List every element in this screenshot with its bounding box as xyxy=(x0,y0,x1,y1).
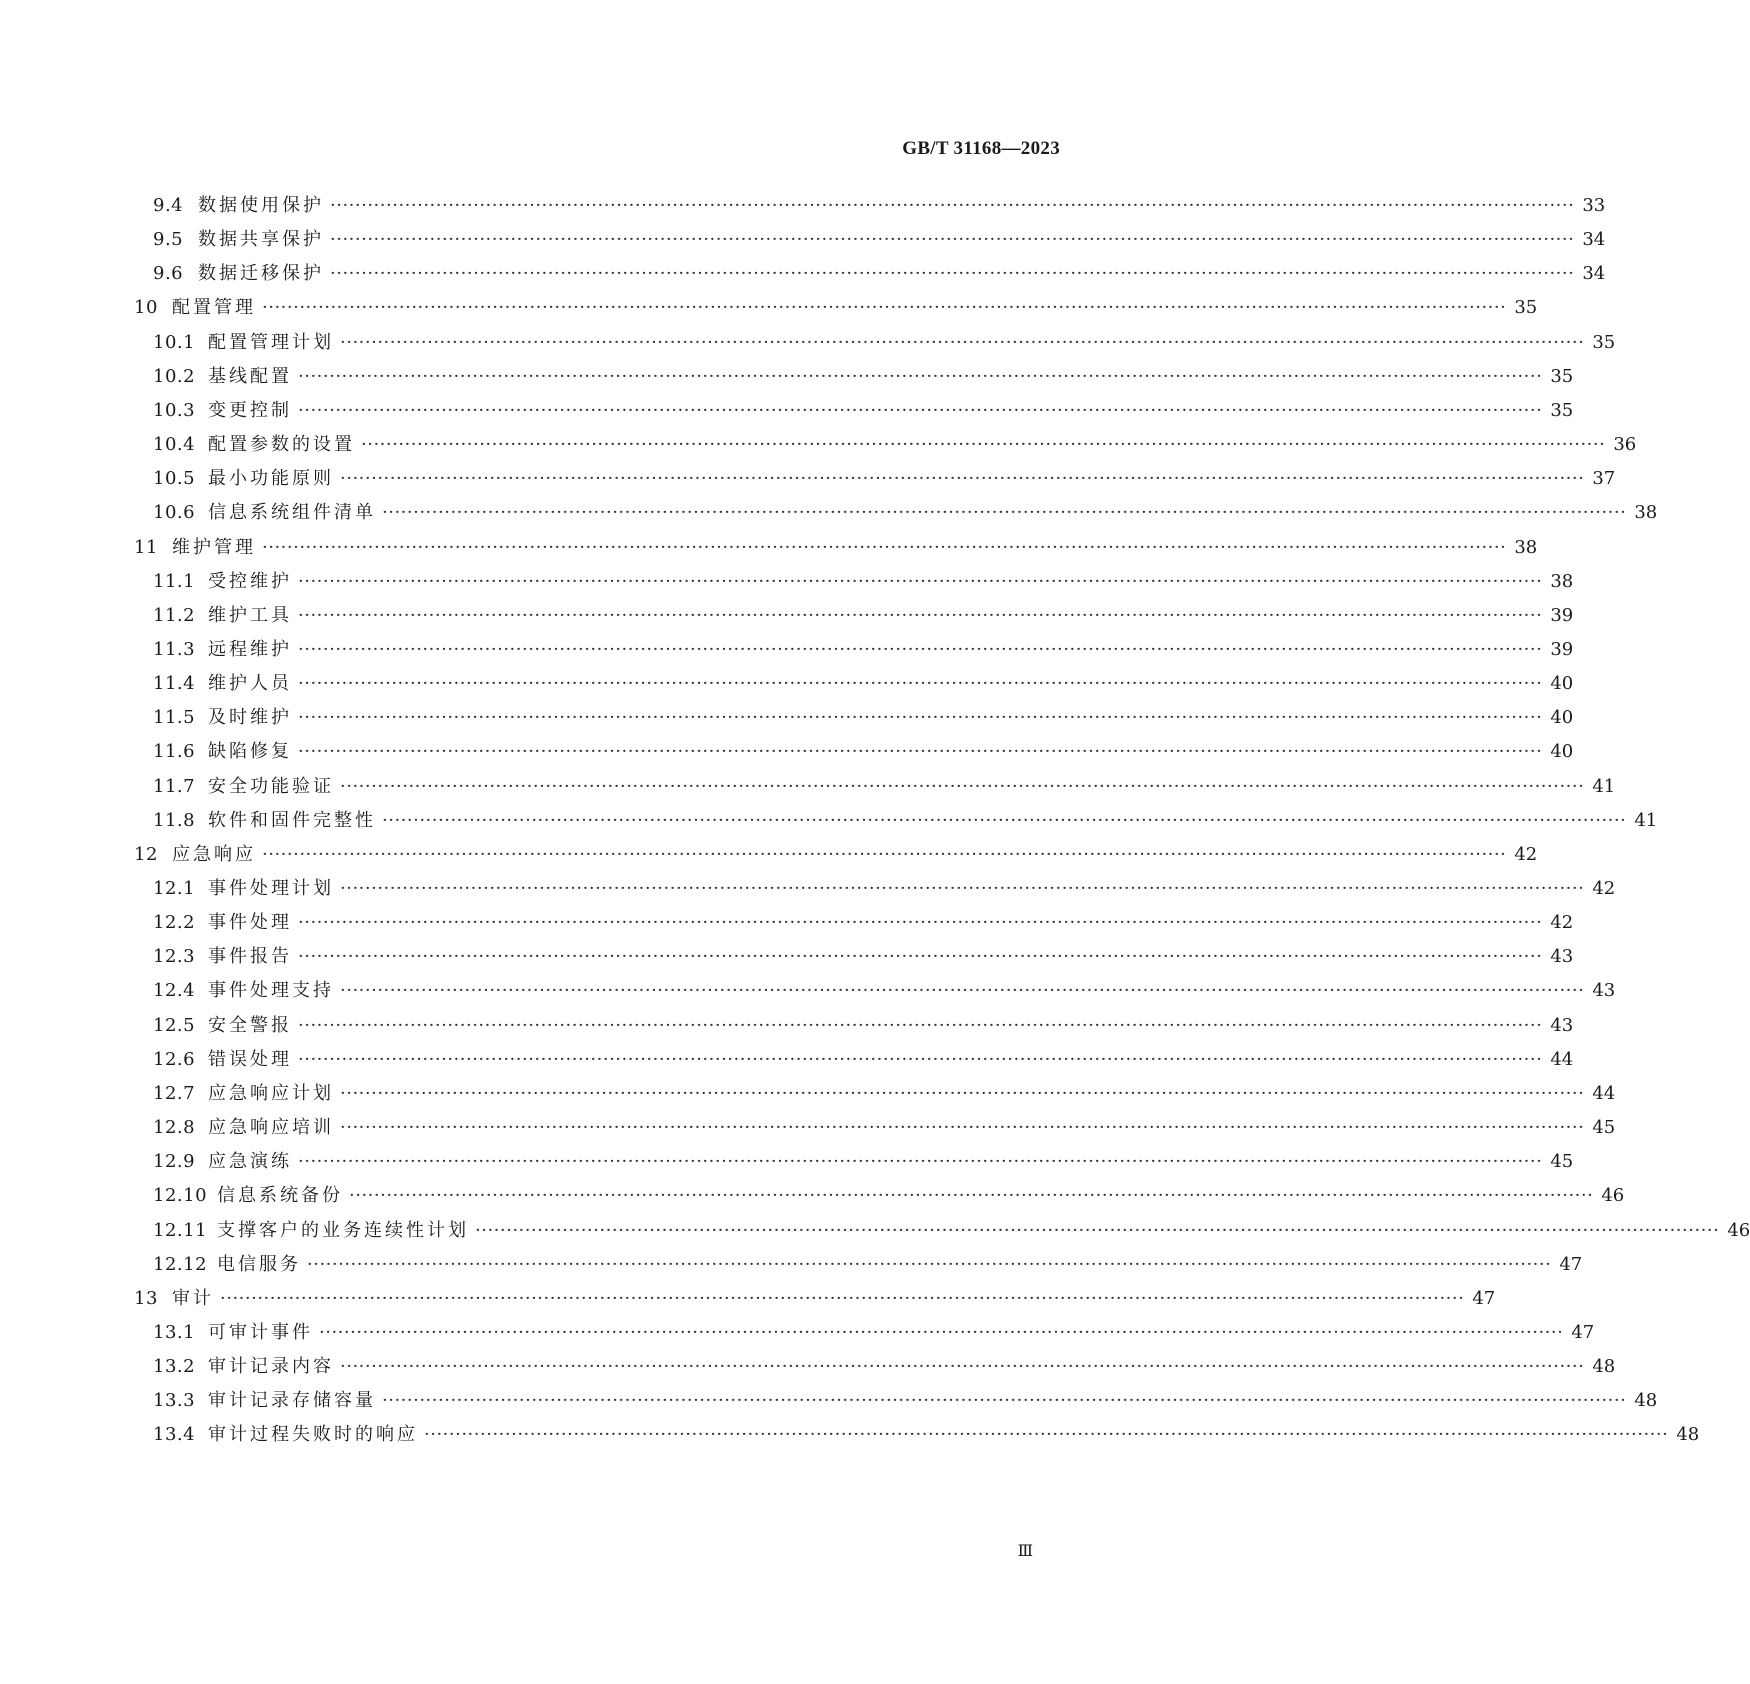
toc-entry-title: 安全警报 xyxy=(208,1014,292,1036)
toc-entry-page: 42 xyxy=(1550,912,1574,934)
toc-entry-title: 配置参数的设置 xyxy=(208,434,355,456)
toc-leader-dots: ········································································································································································································ xyxy=(298,365,1543,387)
toc-leader-dots: ········································································································································································································ xyxy=(475,1219,1720,1241)
toc-entry-title: 审计 xyxy=(172,1287,214,1309)
toc-entry[interactable] xyxy=(0,1386,1658,1416)
page-number: Ⅲ xyxy=(1017,1541,1033,1560)
toc-entry[interactable] xyxy=(0,1181,1625,1211)
toc-entry-page: 47 xyxy=(1571,1321,1595,1343)
toc-entry[interactable] xyxy=(0,806,1658,836)
toc-entry-title: 维护管理 xyxy=(172,536,256,558)
toc-entry-title: 电信服务 xyxy=(217,1253,301,1275)
toc-entry-title: 审计记录存储容量 xyxy=(208,1390,376,1412)
toc-entry[interactable] xyxy=(0,840,1538,870)
toc-entry-number: 12.5 xyxy=(153,1014,196,1036)
toc-entry-number: 13 xyxy=(134,1287,158,1309)
toc-entry-number: 10.2 xyxy=(153,365,196,387)
toc-entry[interactable] xyxy=(0,225,1606,255)
toc-entry-page: 36 xyxy=(1613,434,1637,456)
toc-entry-page: 35 xyxy=(1592,331,1616,353)
toc-entry-title: 基线配置 xyxy=(208,365,292,387)
toc-entry-number: 12.3 xyxy=(153,946,196,968)
toc-entry[interactable] xyxy=(0,703,1574,733)
toc-entry-title: 应急响应培训 xyxy=(208,1117,334,1139)
toc-entry-title: 维护工具 xyxy=(208,604,292,626)
toc-leader-dots: ········································································································································································································ xyxy=(262,536,1507,558)
toc-entry[interactable] xyxy=(0,498,1658,528)
toc-entry-number: 12.12 xyxy=(153,1253,208,1275)
toc-entry[interactable] xyxy=(0,669,1574,699)
toc-entry-page: 40 xyxy=(1550,707,1574,729)
toc-entry-title: 事件处理计划 xyxy=(208,878,334,899)
toc-leader-dots: ········································································································································································································ xyxy=(298,673,1543,695)
toc-entry-title: 支撑客户的业务连续性计划 xyxy=(217,1219,469,1241)
toc-leader-dots: ········································································································································································································ xyxy=(382,502,1627,524)
toc-entry-title: 信息系统组件清单 xyxy=(208,502,376,524)
toc-entry-page: 35 xyxy=(1514,297,1538,319)
toc-entry-number: 12.1 xyxy=(153,878,196,899)
toc-leader-dots: ········································································································································································································ xyxy=(340,980,1585,1002)
toc-leader-dots: ········································································································································································································ xyxy=(319,1321,1564,1343)
toc-entry-page: 38 xyxy=(1550,570,1574,592)
toc-entry[interactable] xyxy=(0,908,1574,938)
toc-entry-page: 43 xyxy=(1550,946,1574,968)
toc-entry[interactable] xyxy=(0,328,1616,358)
toc-leader-dots: ········································································································································································································ xyxy=(298,946,1543,968)
toc-entry-title: 应急响应计划 xyxy=(208,1082,334,1104)
toc-entry[interactable] xyxy=(0,533,1538,563)
toc-entry-number: 13.4 xyxy=(153,1424,196,1446)
toc-entry-number: 11 xyxy=(134,536,158,558)
toc-entry-number: 11.8 xyxy=(153,809,196,831)
toc-entry-number: 10.6 xyxy=(153,502,196,524)
toc-entry-page: 46 xyxy=(1727,1219,1750,1241)
toc-leader-dots: ········································································································································································································ xyxy=(298,1151,1543,1173)
toc-leader-dots: ········································································································································································································ xyxy=(262,297,1507,319)
toc-entry-number: 13.3 xyxy=(153,1390,196,1412)
toc-entry-title: 可审计事件 xyxy=(208,1321,313,1343)
toc-leader-dots: ········································································································································································································ xyxy=(340,1117,1585,1139)
toc-entry-number: 11.2 xyxy=(153,604,196,626)
toc-entry-title: 信息系统备份 xyxy=(217,1185,343,1207)
toc-leader-dots: ········································································································································································································ xyxy=(330,195,1575,216)
toc-entry[interactable] xyxy=(0,1284,1496,1314)
toc-entry-page: 35 xyxy=(1550,365,1574,387)
toc-leader-dots: ········································································································································································································ xyxy=(361,434,1606,456)
toc-entry-title: 配置管理 xyxy=(172,297,256,319)
toc-leader-dots: ········································································································································································································ xyxy=(298,399,1543,421)
toc-entry-page: 40 xyxy=(1550,673,1574,695)
toc-entry-page: 34 xyxy=(1582,229,1606,251)
toc-entry-page: 47 xyxy=(1559,1253,1583,1275)
toc-entry-page: 41 xyxy=(1634,809,1658,831)
toc-entry-title: 审计记录内容 xyxy=(208,1356,334,1378)
toc-entry[interactable] xyxy=(0,1250,1583,1280)
toc-entry[interactable] xyxy=(0,601,1574,631)
toc-leader-dots: ········································································································································································································ xyxy=(424,1424,1669,1446)
toc-entry[interactable] xyxy=(0,430,1637,460)
toc-entry-number: 12.6 xyxy=(153,1048,196,1070)
toc-leader-dots: ········································································································································································································ xyxy=(307,1253,1552,1275)
toc-entry-page: 38 xyxy=(1634,502,1658,524)
toc-entry-number: 10.5 xyxy=(153,468,196,490)
toc-leader-dots: ········································································································································································································ xyxy=(330,263,1575,285)
toc-entry-page: 41 xyxy=(1592,775,1616,797)
toc-entry-title: 事件处理 xyxy=(208,912,292,934)
toc-entry[interactable] xyxy=(0,1113,1616,1143)
toc-entry-title: 受控维护 xyxy=(208,570,292,592)
toc-entry-number: 9.6 xyxy=(153,263,184,285)
toc-entry-number: 10.1 xyxy=(153,331,196,353)
toc-entry-page: 45 xyxy=(1592,1117,1616,1139)
toc-entry-number: 11.5 xyxy=(153,707,196,729)
toc-entry-page: 44 xyxy=(1550,1048,1574,1070)
toc-leader-dots: ········································································································································································································ xyxy=(340,775,1585,797)
toc-leader-dots: ········································································································································································································ xyxy=(298,741,1543,763)
toc-leader-dots: ········································································································································································································ xyxy=(340,1082,1585,1104)
toc-leader-dots: ········································································································································································································ xyxy=(382,809,1627,831)
toc-leader-dots: ········································································································································································································ xyxy=(298,1014,1543,1036)
toc-entry[interactable] xyxy=(0,772,1616,802)
toc-entry-page: 39 xyxy=(1550,638,1574,660)
toc-entry[interactable] xyxy=(0,942,1574,972)
toc-entry[interactable] xyxy=(0,191,1606,221)
toc-entry-page: 43 xyxy=(1592,980,1616,1002)
toc-entry-title: 事件处理支持 xyxy=(208,980,334,1002)
toc-entry-page: 42 xyxy=(1514,843,1538,865)
toc-entry-page: 38 xyxy=(1514,536,1538,558)
toc-entry-page: 43 xyxy=(1550,1014,1574,1036)
toc-entry-number: 12.10 xyxy=(153,1185,208,1207)
toc-entry-number: 10.3 xyxy=(153,399,196,421)
toc-leader-dots: ········································································································································································································ xyxy=(349,1185,1594,1207)
toc-entry-page: 48 xyxy=(1676,1424,1700,1446)
toc-leader-dots: ········································································································································································································ xyxy=(298,638,1543,660)
toc-entry-title: 安全功能验证 xyxy=(208,775,334,797)
toc-entry-number: 11.4 xyxy=(153,673,196,695)
toc-leader-dots: ········································································································································································································ xyxy=(382,1390,1627,1412)
toc-entry-page: 45 xyxy=(1550,1151,1574,1173)
toc-entry-page: 35 xyxy=(1550,399,1574,421)
toc-entry-title: 应急响应 xyxy=(172,843,256,865)
toc-entry-number: 13.2 xyxy=(153,1356,196,1378)
toc-entry-title: 最小功能原则 xyxy=(208,468,334,490)
toc-entry-page: 37 xyxy=(1592,468,1616,490)
toc-entry-page: 48 xyxy=(1634,1390,1658,1412)
toc-entry[interactable] xyxy=(0,464,1616,494)
toc-entry-number: 12 xyxy=(134,843,158,865)
toc-leader-dots: ········································································································································································································ xyxy=(298,604,1543,626)
toc-entry-title: 错误处理 xyxy=(208,1048,292,1070)
toc-entry[interactable] xyxy=(0,1420,1700,1450)
toc-leader-dots: ········································································································································································································ xyxy=(298,912,1543,934)
toc-entry-title: 及时维护 xyxy=(208,707,292,729)
toc-entry[interactable] xyxy=(0,1216,1750,1246)
toc-entry-title: 远程维护 xyxy=(208,638,292,660)
toc-entry[interactable] xyxy=(0,976,1616,1006)
toc-entry-page: 48 xyxy=(1592,1356,1616,1378)
toc-leader-dots: ········································································································································································································ xyxy=(340,1356,1585,1378)
toc-leader-dots: ········································································································································································································ xyxy=(330,229,1575,251)
toc-entry-number: 12.8 xyxy=(153,1117,196,1139)
toc-entry-page: 33 xyxy=(1582,195,1606,216)
toc-entry-page: 34 xyxy=(1582,263,1606,285)
toc-entry-page: 39 xyxy=(1550,604,1574,626)
toc-entry-number: 12.2 xyxy=(153,912,196,934)
toc-entry-number: 9.5 xyxy=(153,229,184,251)
toc-entry[interactable] xyxy=(0,1011,1574,1041)
toc-entry-page: 44 xyxy=(1592,1082,1616,1104)
toc-entry[interactable] xyxy=(0,1318,1595,1348)
toc-entry-title: 审计过程失败时的响应 xyxy=(208,1424,418,1446)
toc-leader-dots: ········································································································································································································ xyxy=(340,331,1585,353)
toc-entry[interactable] xyxy=(0,396,1574,426)
toc-entry-title: 数据共享保护 xyxy=(198,229,324,251)
toc-entry-number: 9.4 xyxy=(153,195,184,216)
toc-entry[interactable] xyxy=(0,1079,1616,1109)
toc-entry-page: 47 xyxy=(1472,1287,1496,1309)
toc-entry-title: 配置管理计划 xyxy=(208,331,334,353)
toc-entry-number: 11.3 xyxy=(153,638,196,660)
toc-entry-number: 12.4 xyxy=(153,980,196,1002)
toc-entry-number: 10.4 xyxy=(153,434,196,456)
toc-leader-dots: ········································································································································································································ xyxy=(262,843,1507,865)
toc-entry-title: 维护人员 xyxy=(208,673,292,695)
toc-entry[interactable] xyxy=(0,293,1538,323)
toc-entry-number: 11.6 xyxy=(153,741,196,763)
toc-entry-page: 46 xyxy=(1601,1185,1625,1207)
toc-entry[interactable] xyxy=(0,635,1574,665)
toc-entry[interactable] xyxy=(0,567,1574,597)
toc-entry-title: 事件报告 xyxy=(208,946,292,968)
toc-entry[interactable] xyxy=(0,737,1574,767)
toc-entry-title: 软件和固件完整性 xyxy=(208,809,376,831)
toc-entry-number: 11.1 xyxy=(153,570,196,592)
toc-leader-dots: ········································································································································································································ xyxy=(298,570,1543,592)
toc-entry-title: 数据迁移保护 xyxy=(198,263,324,285)
toc-entry-number: 10 xyxy=(134,297,158,319)
toc-entry-page: 40 xyxy=(1550,741,1574,763)
toc-entry-title: 应急演练 xyxy=(208,1151,292,1173)
toc-entry[interactable] xyxy=(0,1352,1616,1382)
toc-entry[interactable] xyxy=(0,362,1574,392)
toc-leader-dots: ········································································································································································································ xyxy=(298,707,1543,729)
toc-entry-number: 12.7 xyxy=(153,1082,196,1104)
toc-entry-title: 数据使用保护 xyxy=(198,195,324,216)
toc-entry-number: 12.11 xyxy=(153,1219,208,1241)
toc-leader-dots: ········································································································································································································ xyxy=(298,1048,1543,1070)
standard-id-header: GB/T 31168—2023 xyxy=(902,138,1060,159)
toc-entry-title: 缺陷修复 xyxy=(208,741,292,763)
toc-entry[interactable] xyxy=(0,874,1616,904)
toc-leader-dots: ········································································································································································································ xyxy=(340,878,1585,899)
toc-entry-number: 12.9 xyxy=(153,1151,196,1173)
toc-entry-title: 变更控制 xyxy=(208,399,292,421)
toc-entry-page: 42 xyxy=(1592,878,1616,899)
toc-entry[interactable] xyxy=(0,259,1606,289)
toc-entry-number: 11.7 xyxy=(153,775,196,797)
toc-entry[interactable] xyxy=(0,1045,1574,1075)
toc-entry[interactable] xyxy=(0,1147,1574,1177)
toc-leader-dots: ········································································································································································································ xyxy=(340,468,1585,490)
toc-leader-dots: ········································································································································································································ xyxy=(220,1287,1465,1309)
toc-entry-number: 13.1 xyxy=(153,1321,196,1343)
